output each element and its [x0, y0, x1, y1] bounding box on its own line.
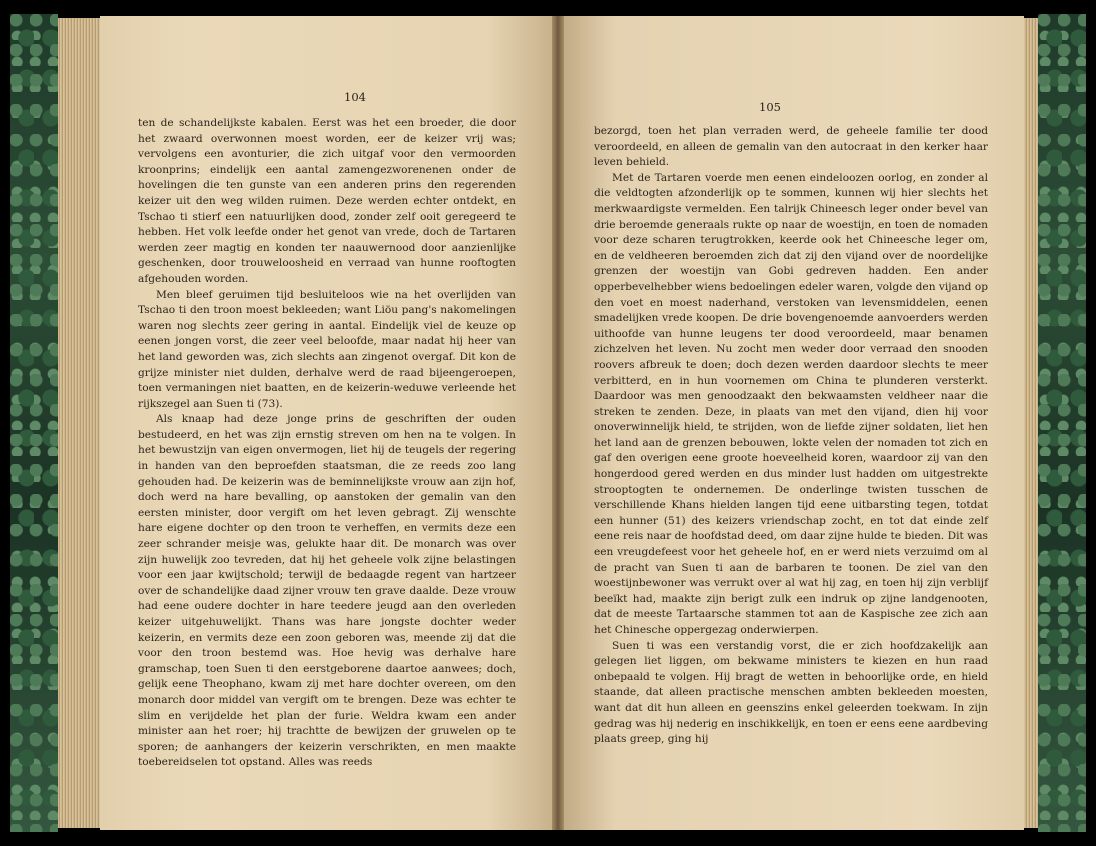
paragraph: bezorgd, toen het plan verraden werd, de geheele familie ter dood veroordeeld, en alleen de gemalin van den autocraat in den kerker haar leven behield. — [594, 125, 988, 169]
right-page — [560, 16, 1024, 830]
page-text — [138, 116, 516, 771]
page-stack-left — [58, 18, 100, 828]
paragraph: ten de schandelijkste kabalen. Eerst was het een broeder, die door het zwaard overwonnen moest worden, eer de keizer vrij was; vervolgens een avonturier, die zich uitgaf voor den vermoorden kroonprins; eindelijk een aantal zamengezworenenen onder de hovelingen die ten gunste van een anderen prins den regerenden keizer uit den weg wilden ruimen. Deze werden echter ontdekt, en Tschao ti stierf een natuurlijken dood, zonder zelf ooit geregeerd te hebben. Het volk leefde onder het genot van vrede, doch de Tartaren werden zeer magtig en konden ter naauwernood door aanzienlijke geschenken, door trouweloosheid en verraad van hunne rooftogten afgehouden worden. — [138, 117, 516, 285]
paragraph: Suen ti was een verstandig vorst, die er zich hoofdzakelijk aan gelegen liet liggen, om bekwame ministers te kiezen en hun raad onbepaald te volgen. Hij bragt de wetten in behoorlijke orde, en hield staande, dat alleen practische menschen ambten bekleeden moesten, want dat dit hun alleen en geenszins enkel geleerden toekwam. In zijn gedrag was hij nederig en inschikkelijk, en toen er eens eene aardbeving plaats greep, ging hij — [594, 639, 988, 746]
marbled-cover-left — [10, 14, 58, 832]
page-text — [594, 124, 988, 748]
paragraph: Met de Tartaren voerde men eenen eindeloozen oorlog, en zonder al die veldtogten afzonderlijk op te sommen, kunnen wij hier slechts het merkwaardigste vermelden. Een talrijk Chineesch leger onder bevel van drie beroemde generaals rukte op naar de woestijn, en toen de nomaden voor deze scharen terugtrokken, keerde ook het Chineesche leger om, en de veldheeren beroemden zich dat zij den vijand over de noordelijke grenzen der woestijn van Gobi gedreven hadden. Een ander opperbevelhebber wiens bedoelingen edeler waren, volgde den vijand op den voet en moest naderhand, verstoken van levensmiddelen, eenen smadelijken vrede koopen. De drie bovengenoemde aanvoerders werden uithoofde van hunne leugens ter dood veroordeeld, maar benamen zichzelven het leven. Nu zocht men weder door verraad den snooden roovers afbreuk te doen; doch dezen werden daardoor slechts te meer verbitterd, en in hun voornemen om China te plunderen versterkt. Daardoor was men genoodzaakt den bekwaamsten veldheer naar die streken te zenden. Deze, in plaats van met den vijand, dien hij voor onoverwinnelijk hield, te strijden, won de liefde zijner soldaten, liet hen het land aan de grenzen bebouwen, lokte velen der nomaden tot zich en gaf den overigen eene groote hoeveelheid koren, waardoor zij van den hongerdood gered werden en dus minder lust hadden om uitgestrekte strooptogten te ondernemen. De onderlinge twisten tusschen de verschillende Khans hielden langen tijd eene uitbarsting tegen, totdat een hunner (51) des keizers vriendschap zocht, en tot dat einde zelf eene reis naar de hoofdstad deed, om daar zijne hulde te bieden. Dit was een vreugdefeest voor het geheele hof, en er werd niets verzuimd om al de pracht van Suen ti aan de barbaren te toonen. De ziel van den woestijnbewoner was verrukt over al wat hij zag, en toen hij zijn verblijf beeïkt had, maakte zijn berigt zulk een indruk op zijne landgenooten, dat de meeste Tartaarsche stammen tot aan de Kaspische zee zich aan het Chinesche oppergezag onderwierpen. — [594, 171, 988, 636]
marbled-cover-right — [1038, 14, 1086, 832]
book-gutter — [552, 16, 564, 830]
left-page — [100, 16, 556, 830]
page-number: 104 — [344, 90, 366, 104]
paragraph: Als knaap had deze jonge prins de geschriften der ouden bestudeerd, en het was zijn ernstig streven om hen na te volgen. In het bewustzijn van eigen onvermogen, liet hij de teugels der regering in handen van den beproefden staatsman, die ze reeds zoo lang gehouden had. De keizerin was de beminnelijkste vrouw aan zijn hof, doch werd na hare bevalling, op aanstoken der gemalin van den eersten minister, door vergift om het leven gebragt. Zij wenschte hare eigene dochter op den troon te verheffen, en vermits deze een zeer schrander meisje was, gelukte haar dit. De monarch was over zijn huwelijk zoo tevreden, dat hij het geheele volk zijne belastingen voor een jaar kwijtschold; terwijl de bedaagde regent van hartzeer over de schandelijke daad zijner vrouw ten grave daalde. Deze vrouw had eene oudere dochter in hare teedere jeugd aan den overleden keizer uitgehuwelijkt. Thans was hare jongste dochter weder keizerin, en vermits deze een zoon geboren was, meende zij dat die voor den troon bestemd was. Hoe hevig was derhalve hare gramschap, toen Suen ti den eerstgeborene daartoe aanwees; doch, gelijk eene Theophano, kwam zij met hare dochter overeen, om den monarch door middel van vergift om te brengen. Deze was echter te slim en verijdelde het plan der furie. Weldra kwam een ander minister aan het roer; hij trachtte de bewijzen der gruwelen op te sporen; de aanhangers der keizerin verschrikten, en men maakte toebereidselen tot opstand. Alles was reeds — [138, 413, 516, 769]
paragraph: Men bleef geruimen tijd besluiteloos wie na het overlijden van Tschao ti den troon moest bekleeden; want Liöu pang's nakomelingen waren nog slechts zeer gering in aantal. Eindelijk viel de keuze op eenen jongen vorst, die zeer veel beloofde, maar nadat hij heer van het land geworden was, zich slechts aan zingenot overgaf. Dit kon de grijze minister niet dulden, derhalve werd de raad bijeengeroepen, toen vermaningen niet baatten, en de keizerin-weduwe verleende het rijkszegel aan Suen ti (73). — [138, 288, 516, 410]
page-number: 105 — [759, 100, 781, 114]
